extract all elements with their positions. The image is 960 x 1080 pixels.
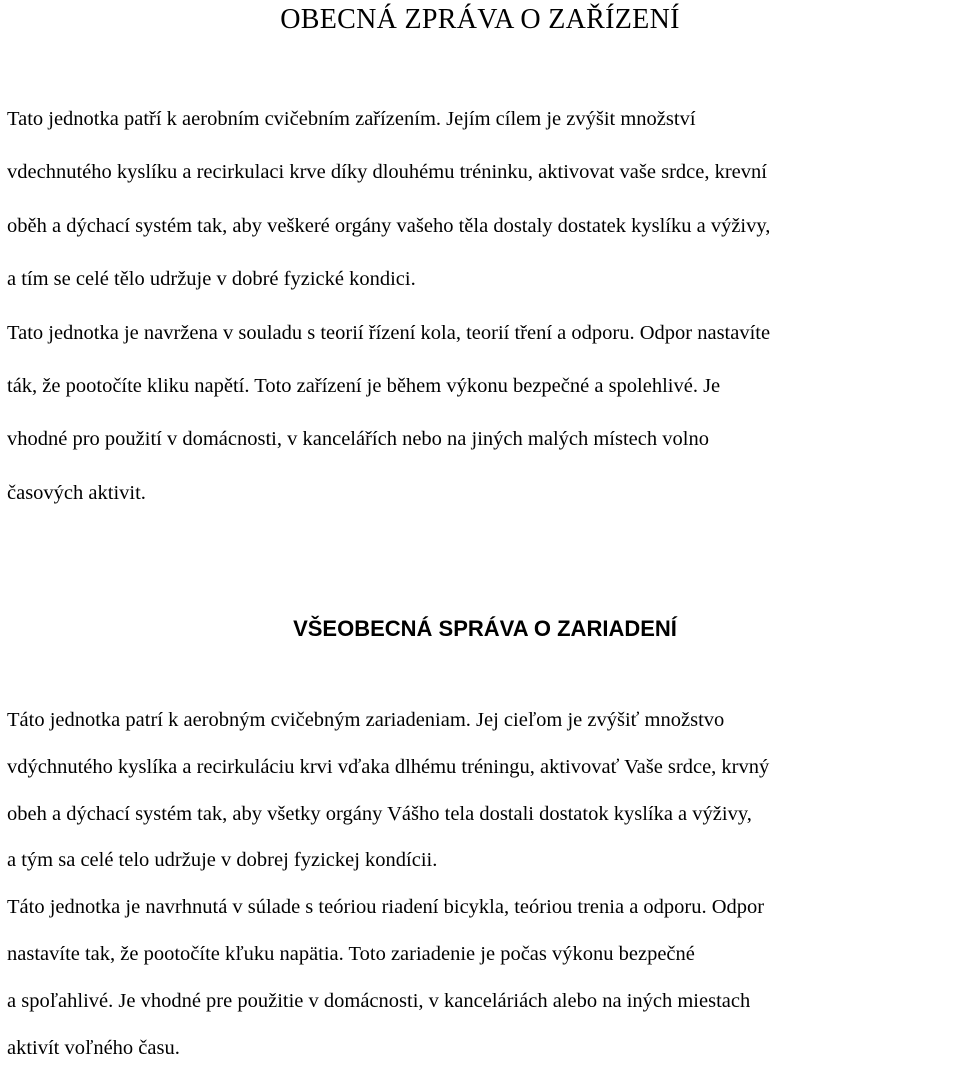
czech-line: časových aktivit. — [7, 481, 146, 504]
czech-line: ták, že pootočíte kliku napětí. Toto zařízení je během výkonu bezpečné a spolehlivé. Je — [7, 374, 721, 397]
slovak-line: a spoľahlivé. Je vhodné pre použitie v domácnosti, v kanceláriách alebo na iných miestach — [7, 989, 751, 1012]
slovak-line: aktivít voľného času. — [7, 1036, 180, 1059]
czech-line: oběh a dýchací systém tak, aby veškeré orgány vašeho těla dostaly dostatek kyslíku a výživy, — [7, 214, 771, 237]
slovak-paragraph — [7, 706, 957, 1080]
czech-line: a tím se celé tělo udržuje v dobré fyzické kondici. — [7, 268, 416, 291]
czech-section-title: OBECNÁ ZPRÁVA O ZAŘÍZENÍ — [280, 4, 680, 35]
slovak-line: a tým sa celé telo udržuje v dobrej fyzickej kondícii. — [7, 849, 438, 872]
czech-line: vdechnutého kyslíku a recirkulaci krve díky dlouhému tréninku, aktivovat vaše srdce, krevní — [7, 161, 767, 184]
czech-line: vhodné pro použití v domácnosti, v kancelářích nebo na jiných malých místech volno — [7, 428, 709, 451]
czech-paragraph — [7, 105, 957, 532]
czech-line: Tato jednotka je navržena v souladu s teorií řízení kola, teorií tření a odporu. Odpor nastavíte — [7, 321, 771, 344]
slovak-line: Táto jednotka je navrhnutá v súlade s teóriou riadení bicykla, teóriou trenia a odporu. Odpor — [7, 896, 765, 919]
slovak-line: obeh a dýchací systém tak, aby všetky orgány Vášho tela dostali dostatok kyslíka a výživy, — [7, 802, 752, 825]
slovak-line: nastavíte tak, že pootočíte kľuku napätia. Toto zariadenie je počas výkonu bezpečné — [7, 942, 695, 965]
slovak-line: Táto jednotka patrí k aerobným cvičebným zariadeniam. Jej cieľom je zvýšiť množstvo — [7, 709, 725, 731]
slovak-section-title: VŠEOBECNÁ SPRÁVA O ZARIADENÍ — [293, 616, 677, 641]
slovak-line: vdýchnutého kyslíka a recirkuláciu krvi vďaka dlhému tréningu, aktivovať Vaše srdce, krvný — [7, 755, 770, 778]
czech-line: Tato jednotka patří k aerobním cvičebním zařízením. Jejím cílem je zvýšit množství — [7, 108, 696, 130]
